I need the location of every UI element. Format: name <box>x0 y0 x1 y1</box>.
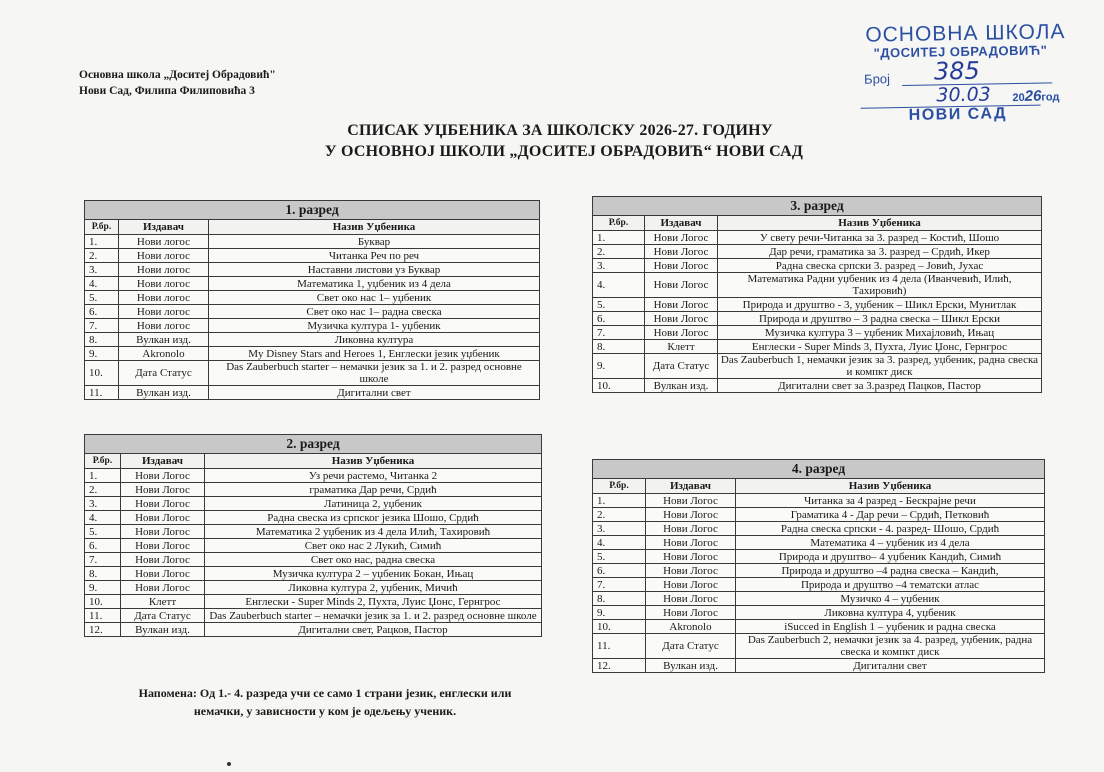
table-row <box>593 354 1042 379</box>
column-header-publisher: Издавач <box>121 454 205 469</box>
column-header-row <box>593 216 1042 231</box>
table-row <box>85 235 540 249</box>
row-textbook-title: Природа и друштво –4 тематски атлас <box>736 578 1045 592</box>
row-number: 4. <box>593 536 646 550</box>
row-number: 7. <box>593 578 646 592</box>
row-number: 11. <box>85 386 119 400</box>
column-header-title: Назив Уџбеника <box>718 216 1042 231</box>
school-name: Основна школа „Доситеј Обрадовић" <box>79 69 276 81</box>
row-textbook-title: Радна свеска српски 3. разред – Јовић, Јухас <box>718 259 1042 273</box>
row-publisher: Нови Логос <box>121 497 205 511</box>
row-number: 3. <box>593 259 645 273</box>
table-row <box>85 595 542 609</box>
row-textbook-title: Енглески - Super Minds 3, Пухта, Луис Џонс, Гернгрос <box>718 340 1042 354</box>
school-header <box>79 67 276 99</box>
row-publisher: Дата Статус <box>645 354 718 379</box>
row-textbook-title: Наставни листови уз Буквар <box>209 263 540 277</box>
document-title-line-1: СПИСАК УЏБЕНИКА ЗА ШКОЛСКУ 2026-27. ГОДИНУ <box>347 122 773 139</box>
row-textbook-title: Свет око нас 2 Лукић, Симић <box>205 539 542 553</box>
row-textbook-title: Музичка култура 1- уџбеник <box>209 319 540 333</box>
column-header-row <box>85 454 542 469</box>
grade-caption: 3. разред <box>593 197 1042 216</box>
row-publisher: Клетт <box>645 340 718 354</box>
row-publisher: Нови Логос <box>646 564 736 578</box>
row-publisher: Нови Логос <box>646 606 736 620</box>
row-textbook-title: Енглески - Super Minds 2, Пухта, Луис Џонс, Гернгрос <box>205 595 542 609</box>
table-row <box>593 550 1045 564</box>
row-number: 6. <box>85 305 119 319</box>
table-row <box>85 319 540 333</box>
row-textbook-title: Das Zauberbuch starter – немачки језик за 1. и 2. разред основне школе <box>205 609 542 623</box>
row-number: 10. <box>593 379 645 393</box>
row-textbook-title: У свету речи-Читанка за 3. разред – Костић, Шошо <box>718 231 1042 245</box>
row-textbook-title: Читанка Реч по реч <box>209 249 540 263</box>
row-number: 1. <box>85 235 119 249</box>
row-publisher: Нови Логос <box>645 298 718 312</box>
row-textbook-title: Музичко 4 – уџбеник <box>736 592 1045 606</box>
row-textbook-title: Свет око нас 1– радна свеска <box>209 305 540 319</box>
footnote-line-1: Напомена: Од 1.- 4. разреда учи се само 1 страни језик, енглески или <box>138 686 512 700</box>
grade-caption-row <box>593 460 1045 479</box>
table-row <box>593 564 1045 578</box>
row-textbook-title: Das Zauberbuch 1, немачки језик за 3. разред, уџбеник, радна свеска и компкт диск <box>718 354 1042 379</box>
table-row <box>85 305 540 319</box>
stamp-title: ОСНОВНА ШКОЛА <box>865 20 1066 47</box>
table-row <box>593 634 1045 659</box>
row-textbook-title: Уз речи растемо, Читанка 2 <box>205 469 542 483</box>
row-number: 2. <box>85 249 119 263</box>
row-number: 10. <box>593 620 646 634</box>
ink-dot <box>227 762 231 766</box>
column-header-title: Назив Уџбеника <box>205 454 542 469</box>
table-row <box>593 231 1042 245</box>
row-number: 2. <box>593 508 646 522</box>
row-number: 5. <box>593 298 645 312</box>
row-publisher: Нови Логос <box>121 525 205 539</box>
stamp-number-label: Број <box>863 71 891 87</box>
row-number: 3. <box>85 263 119 277</box>
row-number: 8. <box>593 592 646 606</box>
row-publisher: Нови Логос <box>121 511 205 525</box>
table-row <box>85 581 542 595</box>
row-number: 9. <box>85 347 119 361</box>
row-textbook-title: Музичка култура 2 – уџбеник Бокан, Ињац <box>205 567 542 581</box>
row-number: 2. <box>85 483 121 497</box>
table-row <box>85 567 542 581</box>
row-publisher: Нови логос <box>119 319 209 333</box>
row-publisher: Нови Логос <box>121 469 205 483</box>
table-row <box>85 497 542 511</box>
table-row <box>85 291 540 305</box>
grade-4-table <box>592 459 1045 673</box>
table-row <box>593 259 1042 273</box>
row-textbook-title: Радна свеска из српског језика Шошо, Срдић <box>205 511 542 525</box>
row-publisher: Akronolo <box>646 620 736 634</box>
row-textbook-title: Природа и друштво - 3, уџбеник – Шикл Ерски, Мунитлак <box>718 298 1042 312</box>
grade-3-table <box>592 196 1042 393</box>
row-number: 5. <box>85 291 119 305</box>
row-publisher: Клетт <box>121 595 205 609</box>
row-publisher: Нови Логос <box>646 522 736 536</box>
row-number: 10. <box>85 361 119 386</box>
stamp-school-name: "ДОСИТЕЈ ОБРАДОВИЋ" <box>873 42 1048 61</box>
document-title-line-2: У ОСНОВНОЈ ШКОЛИ „ДОСИТЕЈ ОБРАДОВИЋ“ НОВИ САД <box>324 143 804 160</box>
row-publisher: Вулкан изд. <box>646 659 736 673</box>
row-number: 6. <box>85 539 121 553</box>
row-number: 12. <box>593 659 646 673</box>
table-row <box>593 312 1042 326</box>
row-publisher: Нови логос <box>119 235 209 249</box>
row-textbook-title: Читанка за 4 разред - Бескрајне речи <box>736 494 1045 508</box>
row-number: 7. <box>85 319 119 333</box>
table-row <box>593 592 1045 606</box>
row-publisher: Нови Логос <box>646 508 736 522</box>
row-publisher: Вулкан изд. <box>119 333 209 347</box>
table-row <box>85 469 542 483</box>
row-number: 2. <box>593 245 645 259</box>
row-textbook-title: Дигитални свет за 3.разред Пацков, Пастор <box>718 379 1042 393</box>
stamp-handwritten-date: 30.03 <box>936 83 991 107</box>
row-number: 9. <box>593 606 646 620</box>
column-header-number: Р.бр. <box>593 216 645 231</box>
table-row <box>593 659 1045 673</box>
row-number: 7. <box>593 326 645 340</box>
row-number: 11. <box>593 634 646 659</box>
row-number: 1. <box>593 494 646 508</box>
table-row <box>593 522 1045 536</box>
row-number: 6. <box>593 564 646 578</box>
row-number: 8. <box>85 333 119 347</box>
row-publisher: Нови логос <box>119 263 209 277</box>
row-publisher: Нови Логос <box>121 567 205 581</box>
grade-caption-row <box>85 435 542 454</box>
table-row <box>85 361 540 386</box>
row-publisher: Akronolo <box>119 347 209 361</box>
row-textbook-title: Ликовна култура 2, уџбеник, Мичић <box>205 581 542 595</box>
row-textbook-title: Математика Радни уџбеник из 4 дела (Иванчевић, Илић, Тахировић) <box>718 273 1042 298</box>
row-publisher: Нови Логос <box>121 539 205 553</box>
row-textbook-title: Буквар <box>209 235 540 249</box>
row-number: 8. <box>593 340 645 354</box>
row-textbook-title: Дигитални свет <box>209 386 540 400</box>
column-header-number: Р.бр. <box>85 220 119 235</box>
row-publisher: Нови Логос <box>645 326 718 340</box>
row-publisher: Нови Логос <box>646 536 736 550</box>
table-row <box>85 525 542 539</box>
school-address: Нови Сад, Филипа Филиповића 3 <box>79 85 255 97</box>
row-publisher: Нови Логос <box>646 550 736 564</box>
row-number: 11. <box>85 609 121 623</box>
row-number: 8. <box>85 567 121 581</box>
row-textbook-title: Дар речи, граматика за 3. разред – Срдић, Икер <box>718 245 1042 259</box>
row-textbook-title: Математика 2 уџбеник из 4 дела Илић, Тахировић <box>205 525 542 539</box>
table-row <box>593 620 1045 634</box>
row-publisher: Дата Статус <box>119 361 209 386</box>
row-publisher: Нови Логос <box>645 259 718 273</box>
table-row <box>593 508 1045 522</box>
row-publisher: Нови логос <box>119 277 209 291</box>
footnote <box>60 684 590 720</box>
table-row <box>85 347 540 361</box>
grade-2-table <box>84 434 542 637</box>
row-publisher: Вулкан изд. <box>119 386 209 400</box>
row-textbook-title: Природа и друштво– 4 уџбеник Кандић, Симић <box>736 550 1045 564</box>
row-publisher: Нови Логос <box>121 581 205 595</box>
row-publisher: Дата Статус <box>646 634 736 659</box>
table-row <box>85 249 540 263</box>
row-textbook-title: Ликовна култура 4, уџбеник <box>736 606 1045 620</box>
column-header-row <box>85 220 540 235</box>
row-textbook-title: Латиница 2, уџбеник <box>205 497 542 511</box>
row-publisher: Нови Логос <box>646 494 736 508</box>
stamp-year-label: год <box>1041 91 1060 104</box>
row-publisher: Нови логос <box>119 305 209 319</box>
row-number: 3. <box>593 522 646 536</box>
row-number: 7. <box>85 553 121 567</box>
row-publisher: Вулкан изд. <box>121 623 205 637</box>
table-row <box>85 623 542 637</box>
row-textbook-title: Свет око нас 1– уџбеник <box>209 291 540 305</box>
table-row <box>85 539 542 553</box>
row-textbook-title: Природа и друштво – 3 радна свеска – Шикл Ерски <box>718 312 1042 326</box>
row-publisher: Нови Логос <box>645 273 718 298</box>
column-header-publisher: Издавач <box>119 220 209 235</box>
column-header-publisher: Издавач <box>645 216 718 231</box>
row-textbook-title: Ликовна култура <box>209 333 540 347</box>
table-row <box>85 511 542 525</box>
row-publisher: Нови Логос <box>645 231 718 245</box>
table-row <box>593 578 1045 592</box>
row-number: 5. <box>593 550 646 564</box>
stamp-year <box>1012 87 1059 105</box>
table-row <box>85 483 542 497</box>
row-textbook-title: Математика 4 – уџбеник из 4 дела <box>736 536 1045 550</box>
row-number: 12. <box>85 623 121 637</box>
table-row <box>593 494 1045 508</box>
row-number: 10. <box>85 595 121 609</box>
row-textbook-title: Математика 1, уџбеник из 4 дела <box>209 277 540 291</box>
column-header-row <box>593 479 1045 494</box>
table-row <box>85 277 540 291</box>
table-row <box>593 273 1042 298</box>
table-row <box>85 333 540 347</box>
row-textbook-title: Дигитални свет <box>736 659 1045 673</box>
row-publisher: Нови Логос <box>646 592 736 606</box>
row-textbook-title: Das Zauberbuch 2, немачки језик за 4. разред, уџбеник, радна свеска и компкт диск <box>736 634 1045 659</box>
table-row <box>85 553 542 567</box>
row-number: 1. <box>85 469 121 483</box>
table-row <box>593 606 1045 620</box>
row-publisher: Нови Логос <box>645 245 718 259</box>
footnote-line-2: немачки, у зависности у ком је одељењу ученик. <box>193 704 457 718</box>
column-header-number: Р.бр. <box>85 454 121 469</box>
column-header-publisher: Издавач <box>646 479 736 494</box>
row-publisher: Дата Статус <box>121 609 205 623</box>
row-publisher: Нови Логос <box>645 312 718 326</box>
stamp-year-suffix: 26 <box>1024 87 1042 105</box>
grade-caption: 2. разред <box>85 435 542 454</box>
grade-caption-row <box>593 197 1042 216</box>
grade-caption: 1. разред <box>85 201 540 220</box>
row-textbook-title: Музичка култура 3 – уџбеник Михајловић, Ињац <box>718 326 1042 340</box>
row-textbook-title: Дигитални свет, Рацков, Пастор <box>205 623 542 637</box>
table-row <box>593 326 1042 340</box>
table-row <box>593 379 1042 393</box>
stamp-city: НОВИ САД <box>908 105 1008 124</box>
row-number: 1. <box>593 231 645 245</box>
row-textbook-title: iSucced in English 1 – уџбеник и радна свеска <box>736 620 1045 634</box>
row-publisher: Нови Логос <box>121 483 205 497</box>
grade-caption-row <box>85 201 540 220</box>
row-number: 6. <box>593 312 645 326</box>
table-row <box>85 386 540 400</box>
table-row <box>85 263 540 277</box>
row-publisher: Нови логос <box>119 249 209 263</box>
stamp-handwritten-number: 385 <box>933 56 981 86</box>
row-number: 5. <box>85 525 121 539</box>
table-row <box>85 609 542 623</box>
table-row <box>593 340 1042 354</box>
row-number: 9. <box>593 354 645 379</box>
column-header-title: Назив Уџбеника <box>736 479 1045 494</box>
row-publisher: Нови логос <box>119 291 209 305</box>
row-textbook-title: Радна свеска српски - 4. разред- Шошо, Срдић <box>736 522 1045 536</box>
column-header-title: Назив Уџбеника <box>209 220 540 235</box>
row-number: 9. <box>85 581 121 595</box>
row-number: 4. <box>85 511 121 525</box>
table-row <box>593 536 1045 550</box>
stamp-year-prefix: 20 <box>1012 91 1025 105</box>
row-number: 4. <box>85 277 119 291</box>
row-publisher: Нови Логос <box>646 578 736 592</box>
row-textbook-title: Природа и друштво –4 радна свеска – Кандић, <box>736 564 1045 578</box>
row-number: 3. <box>85 497 121 511</box>
row-textbook-title: Das Zauberbuch starter – немачки језик за 1. и 2. разред основне школе <box>209 361 540 386</box>
column-header-number: Р.бр. <box>593 479 646 494</box>
table-row <box>593 245 1042 259</box>
row-textbook-title: Граматика 4 - Дар речи – Срдић, Петковић <box>736 508 1045 522</box>
official-stamp <box>851 18 1071 128</box>
row-textbook-title: граматика Дар речи, Срдић <box>205 483 542 497</box>
grade-1-table <box>84 200 540 400</box>
table-row <box>593 298 1042 312</box>
row-textbook-title: My Disney Stars and Heroes 1, Енглески језик уџбеник <box>209 347 540 361</box>
row-publisher: Нови Логос <box>121 553 205 567</box>
row-textbook-title: Свет око нас, радна свеска <box>205 553 542 567</box>
grade-caption: 4. разред <box>593 460 1045 479</box>
row-number: 4. <box>593 273 645 298</box>
row-publisher: Вулкан изд. <box>645 379 718 393</box>
